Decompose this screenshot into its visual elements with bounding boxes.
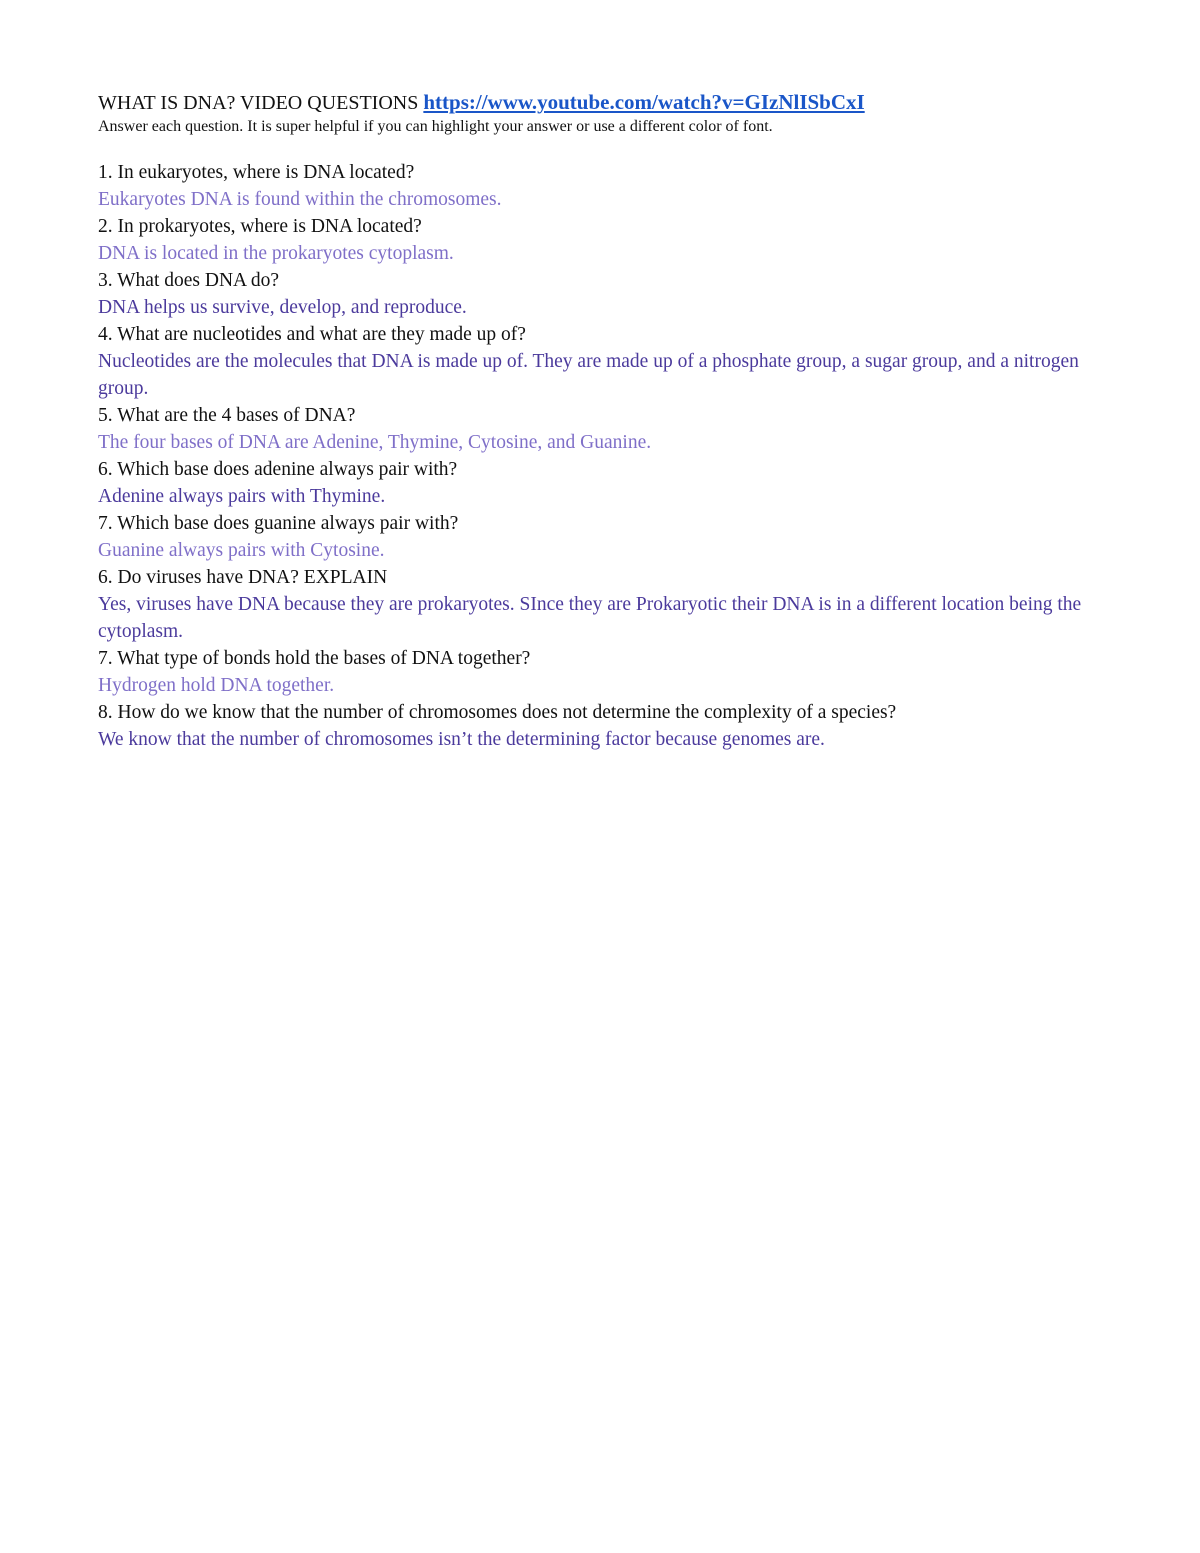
question-5: 5. What are the 4 bases of DNA?: [98, 405, 356, 426]
answer-9: Hydrogen hold DNA together.: [98, 675, 335, 696]
question-10: 8. How do we know that the number of chromosomes does not determine the complexity of a species?: [98, 702, 897, 723]
question-8: 6. Do viruses have DNA? EXPLAIN: [98, 567, 388, 588]
instructions-text: Answer each question. It is super helpful if you can highlight your answer or use a different color of font.: [98, 118, 773, 135]
question-4: 4. What are nucleotides and what are they made up of?: [98, 324, 526, 345]
answer-8: Yes, viruses have DNA because they are prokaryotes. SInce they are Prokaryotic their DNA is in a different location being the cytoplasm.: [98, 594, 1082, 642]
answer-6: Adenine always pairs with Thymine.: [98, 486, 386, 507]
answer-3: DNA helps us survive, develop, and reproduce.: [98, 297, 467, 318]
document-page: [98, 88, 1098, 753]
answer-2: DNA is located in the prokaryotes cytoplasm.: [98, 243, 454, 264]
question-9: 7. What type of bonds hold the bases of DNA together?: [98, 648, 531, 669]
answer-7: Guanine always pairs with Cytosine.: [98, 540, 385, 561]
question-list: [98, 159, 1098, 753]
answer-4: Nucleotides are the molecules that DNA is made up of. They are made up of a phosphate group, a sugar group, and a nitrogen group.: [98, 351, 1079, 399]
question-1: 1. In eukaryotes, where is DNA located?: [98, 162, 415, 183]
document-header: [98, 88, 1098, 117]
answer-5: The four bases of DNA are Adenine, Thymine, Cytosine, and Guanine.: [98, 432, 652, 453]
answer-10: We know that the number of chromosomes isn’t the determining factor because genomes are.: [98, 729, 825, 750]
answer-1: Eukaryotes DNA is found within the chromosomes.: [98, 189, 502, 210]
document-title: WHAT IS DNA? VIDEO QUESTIONS: [98, 92, 419, 114]
question-2: 2. In prokaryotes, where is DNA located?: [98, 216, 422, 237]
youtube-link[interactable]: https://www.youtube.com/watch?v=GIzNlISbCxI: [423, 90, 865, 114]
question-6: 6. Which base does adenine always pair with?: [98, 459, 458, 480]
question-7: 7. Which base does guanine always pair with?: [98, 513, 459, 534]
question-3: 3. What does DNA do?: [98, 270, 280, 291]
